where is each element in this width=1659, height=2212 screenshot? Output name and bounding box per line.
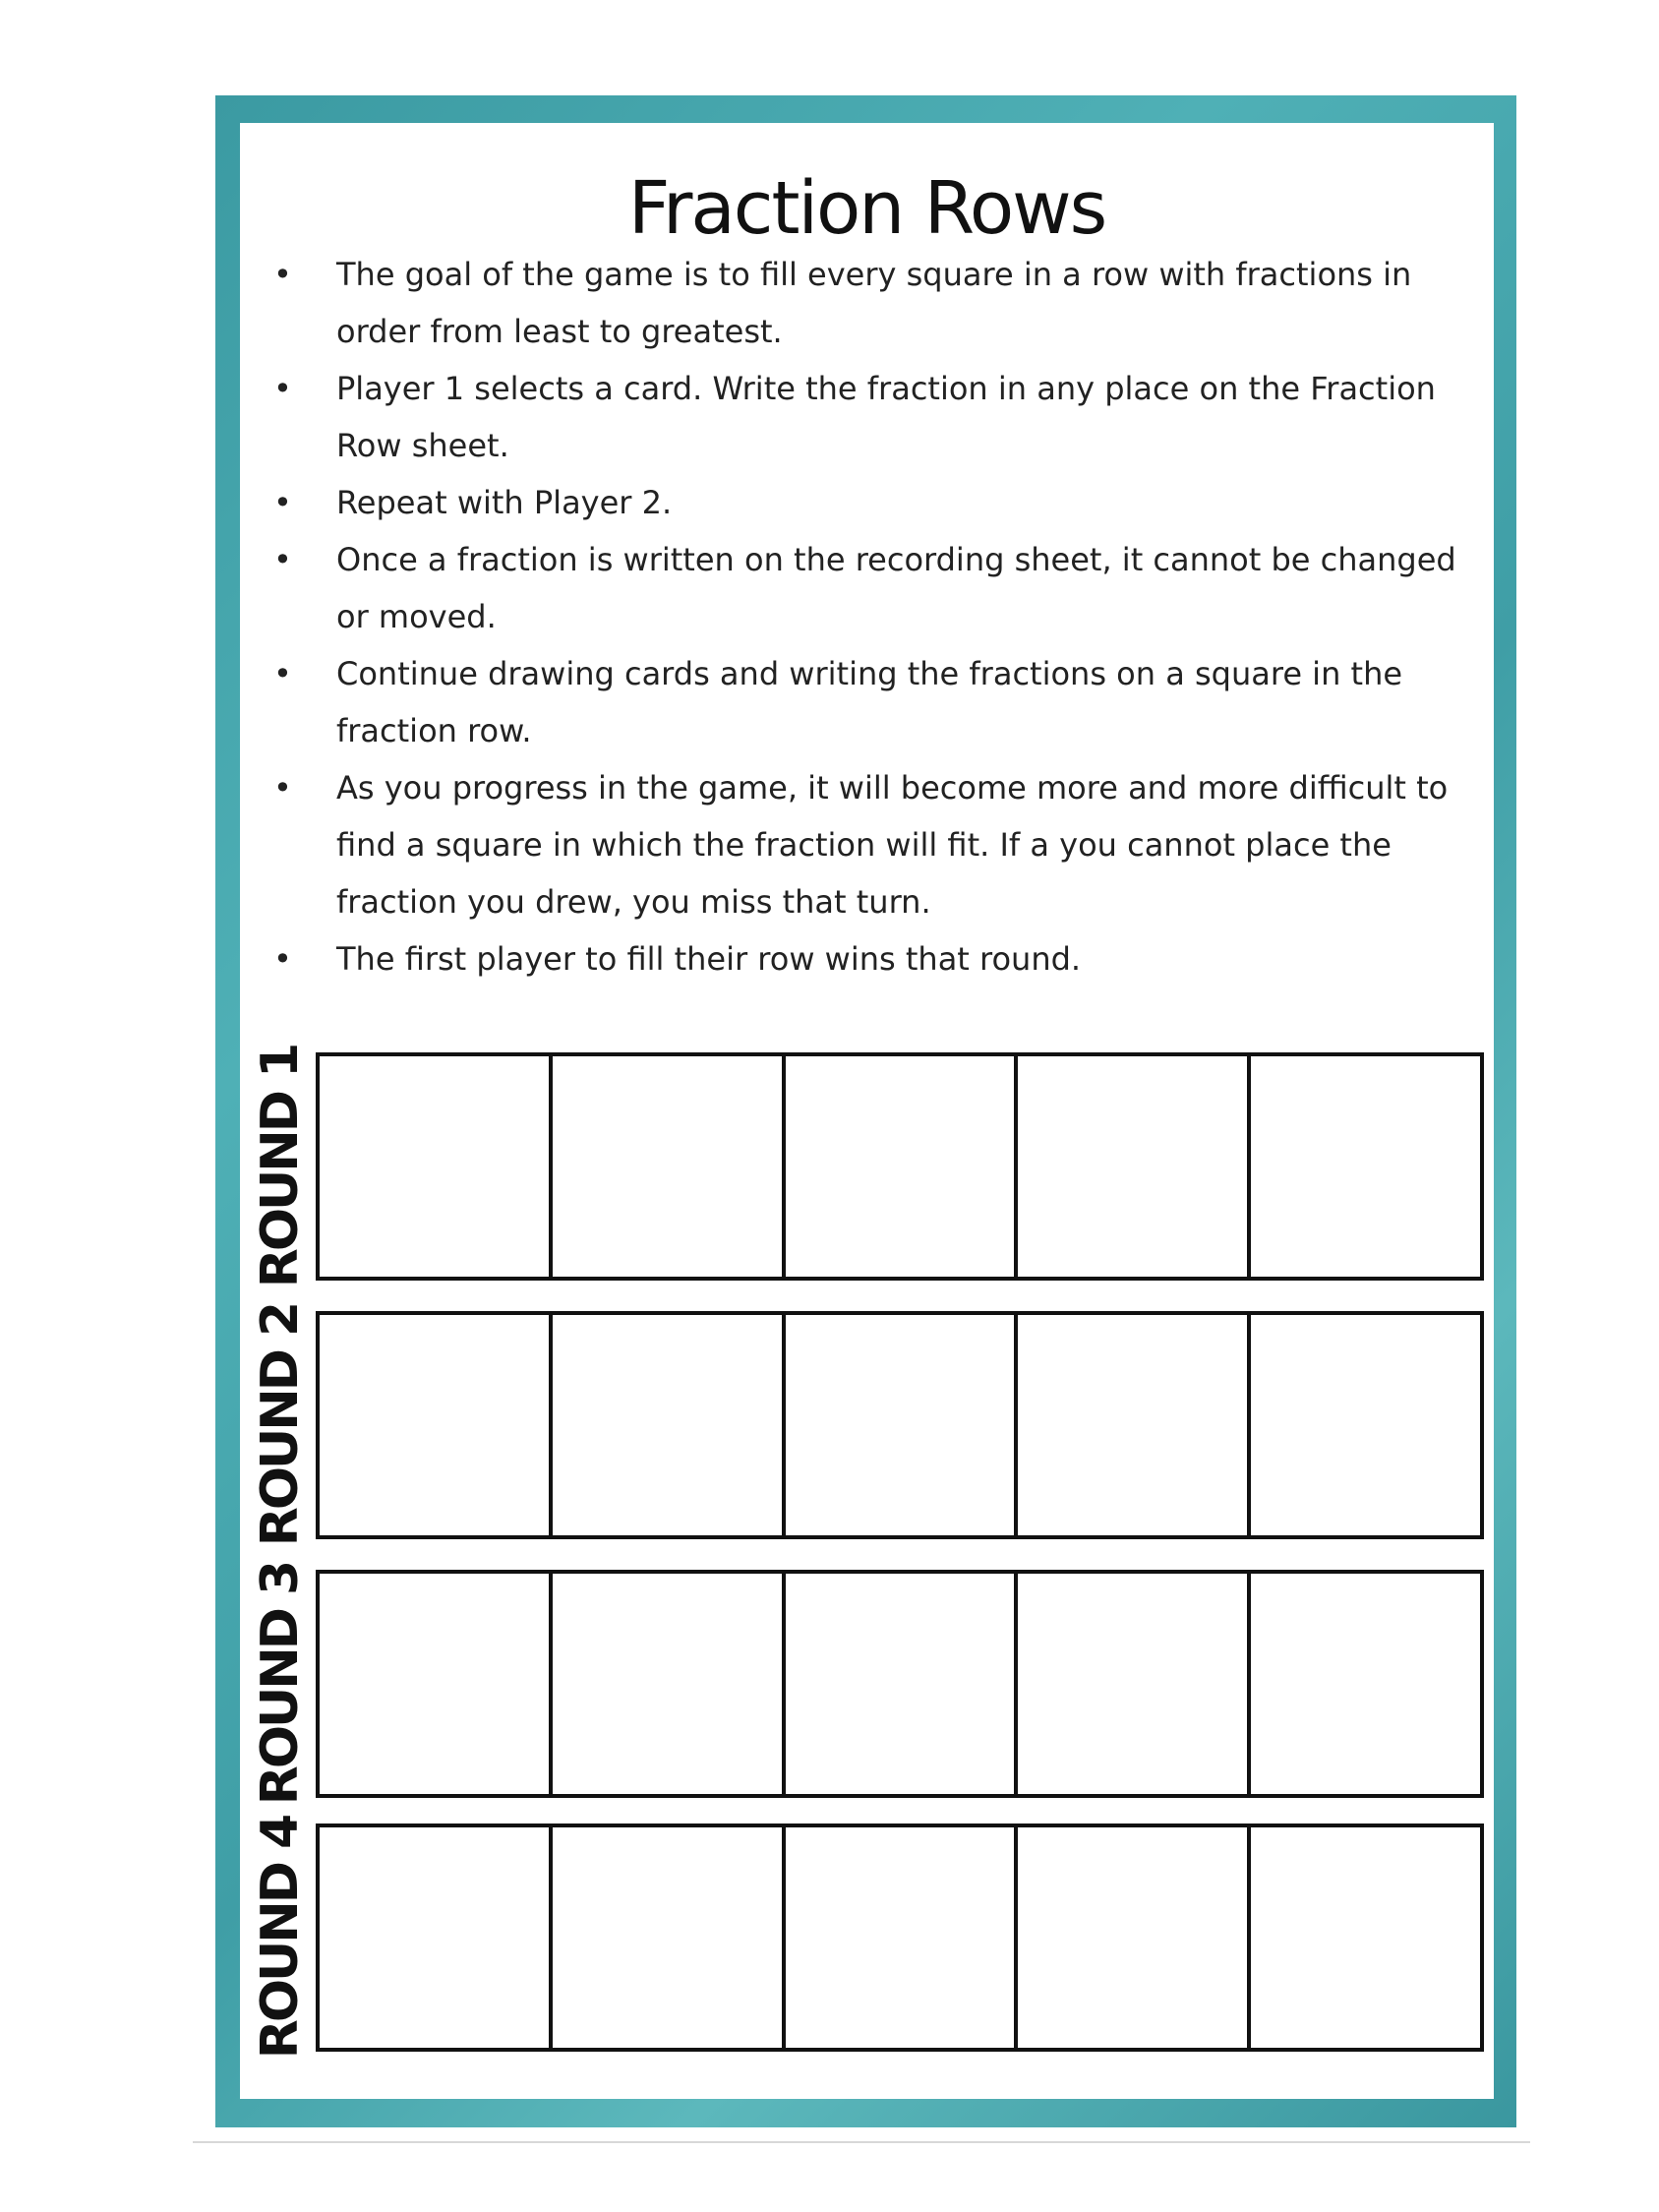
round-3-label: ROUND 3 (251, 1562, 310, 1806)
rule-item (266, 759, 1475, 930)
rule-text: The first player to fill their row wins that round. (336, 940, 1082, 978)
fraction-square[interactable] (553, 1827, 786, 2048)
fraction-square[interactable] (320, 1574, 553, 1794)
fraction-row-grid (316, 1311, 1484, 1539)
rule-text: Continue drawing cards and writing the fractions on a square in the fraction row. (336, 655, 1403, 749)
rule-text: Once a fraction is written on the recording sheet, it cannot be changed or moved. (336, 541, 1456, 635)
fraction-square[interactable] (786, 1056, 1019, 1277)
rule-text: The goal of the game is to fill every square in a row with fractions in order from least to greatest. (336, 256, 1412, 350)
fraction-square[interactable] (553, 1574, 786, 1794)
teal-border-frame (215, 95, 1516, 2127)
fraction-square[interactable] (1251, 1056, 1480, 1277)
rule-item (266, 531, 1475, 645)
rule-item (266, 645, 1475, 759)
round-label (251, 1562, 310, 1806)
fraction-square[interactable] (320, 1056, 553, 1277)
rule-item (266, 246, 1475, 360)
fraction-square[interactable] (1251, 1574, 1480, 1794)
round-label (251, 1303, 310, 1547)
fraction-row-grid (316, 1823, 1484, 2052)
rule-text: Player 1 selects a card. Write the fraction in any place on the Fraction Row sheet. (336, 370, 1436, 464)
rules-list (266, 246, 1475, 987)
fraction-square[interactable] (553, 1056, 786, 1277)
fraction-square[interactable] (1018, 1056, 1251, 1277)
round-1-label: ROUND 1 (251, 1045, 310, 1288)
rule-text: As you progress in the game, it will become more and more difficult to find a square in which the fraction will fit. If a you cannot place the fraction you drew, you miss that turn. (336, 769, 1449, 921)
page-divider (193, 2141, 1530, 2143)
bullet-icon: • (273, 769, 292, 807)
fraction-square[interactable] (553, 1315, 786, 1535)
bullet-icon: • (273, 541, 292, 578)
fraction-square[interactable] (320, 1827, 553, 2048)
rule-item (266, 474, 1475, 531)
rule-item (266, 930, 1475, 987)
fraction-square[interactable] (1018, 1827, 1251, 2048)
round-label (251, 1045, 310, 1288)
fraction-square[interactable] (1018, 1315, 1251, 1535)
fraction-square[interactable] (1251, 1315, 1480, 1535)
fraction-square[interactable] (786, 1315, 1019, 1535)
bullet-icon: • (273, 256, 292, 293)
fraction-square[interactable] (320, 1315, 553, 1535)
bullet-icon: • (273, 484, 292, 521)
round-2-label: ROUND 2 (251, 1303, 310, 1547)
round-label (251, 1816, 310, 2060)
fraction-square[interactable] (1251, 1827, 1480, 2048)
fraction-row-grid (316, 1052, 1484, 1281)
rule-text: Repeat with Player 2. (336, 484, 673, 521)
fraction-row-grid (316, 1570, 1484, 1798)
rule-item (266, 360, 1475, 474)
fraction-square[interactable] (786, 1574, 1019, 1794)
worksheet-page (240, 123, 1494, 2099)
bullet-icon: • (273, 655, 292, 692)
bullet-icon: • (273, 370, 292, 407)
fraction-square[interactable] (786, 1827, 1019, 2048)
round-4-label: ROUND 4 (251, 1816, 310, 2060)
fraction-square[interactable] (1018, 1574, 1251, 1794)
page-title: Fraction Rows (627, 166, 1106, 251)
bullet-icon: • (273, 940, 292, 978)
